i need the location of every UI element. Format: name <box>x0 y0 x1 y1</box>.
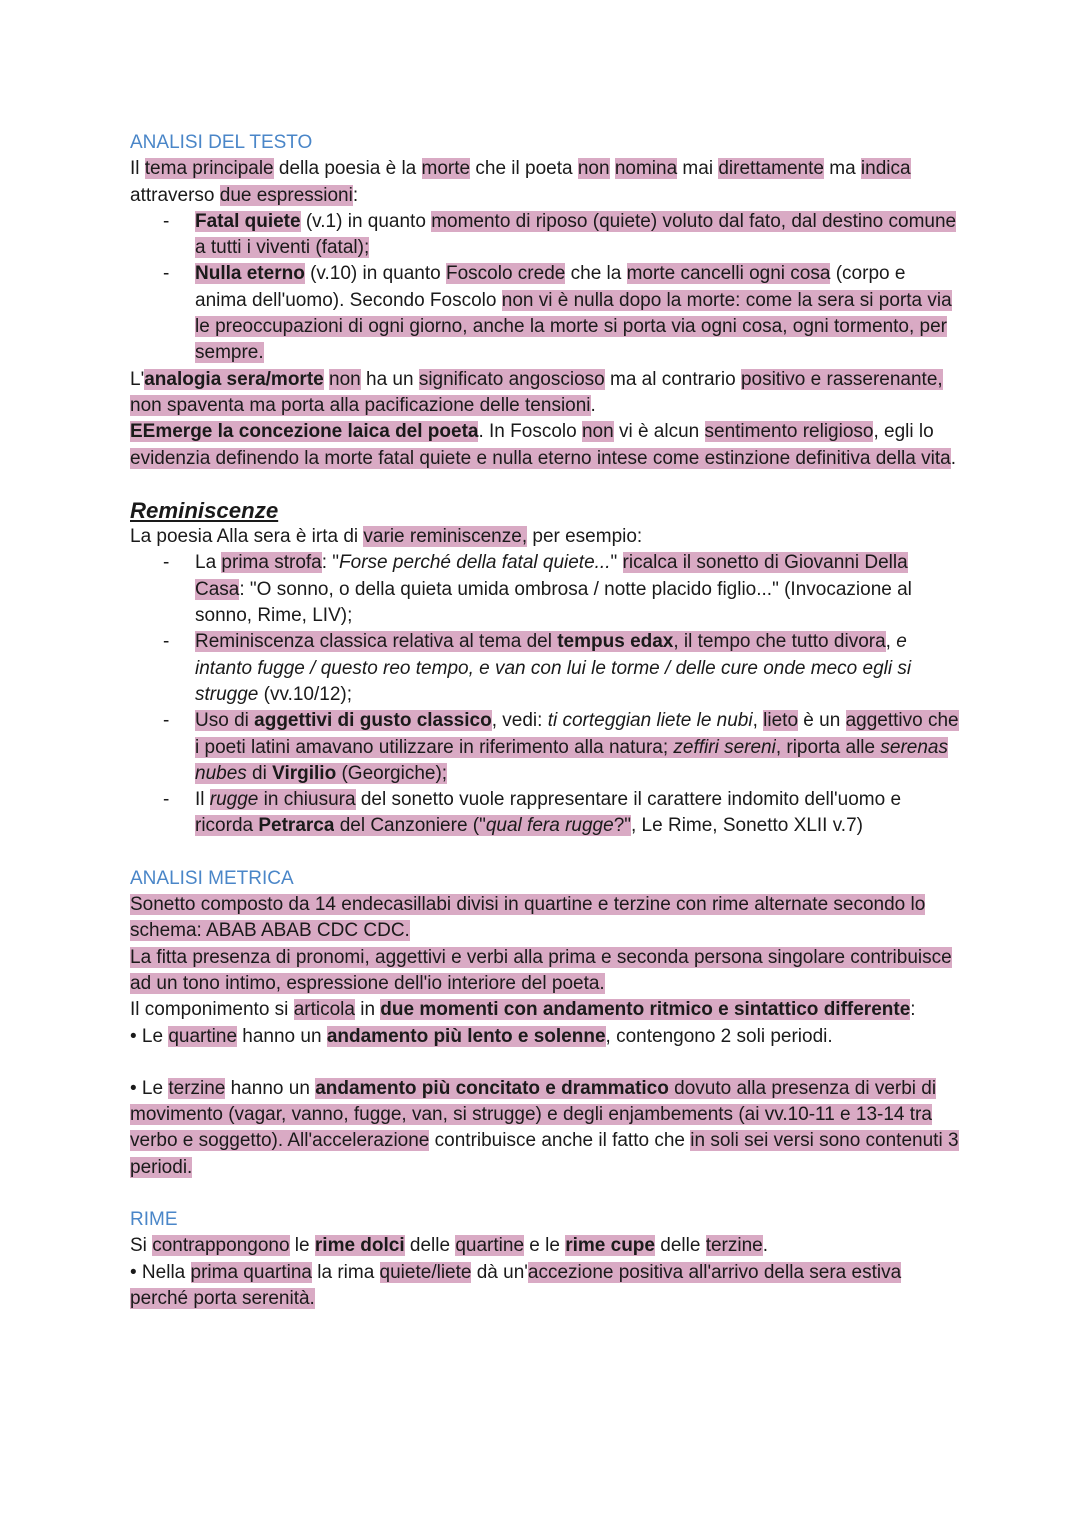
text-run: , Le Rime, Sonetto XLII v.7) <box>631 815 863 837</box>
text-run: la rima <box>311 1261 380 1283</box>
paragraph <box>130 419 960 472</box>
bullet-list <box>130 550 960 839</box>
list-item <box>130 209 960 262</box>
blank-line <box>130 472 960 498</box>
text-run: hanno un <box>237 1025 327 1047</box>
dash-bullet-icon: - <box>163 210 170 232</box>
text-run: (corpo e anima dell'uomo). Secondo Foscolo <box>195 263 906 311</box>
text-run: della poesia è la <box>273 158 422 180</box>
dash-bullet-icon: - <box>163 631 170 653</box>
document-page <box>130 130 960 1312</box>
highlighted-text: , riporta alle <box>775 736 881 758</box>
highlighted-text: due espressioni <box>219 184 353 206</box>
text-run: , contengono 2 soli periodi. <box>605 1025 833 1047</box>
list-item <box>130 261 960 366</box>
text-run: e le <box>524 1235 566 1257</box>
highlighted-text: articola <box>293 999 355 1021</box>
highlighted-text: ?" <box>613 815 631 837</box>
highlighted-text: non <box>581 421 614 443</box>
highlighted-text: non <box>329 368 361 390</box>
highlighted-text: (Georgiche); <box>336 762 448 784</box>
highlighted-text: Petrarca <box>258 815 335 837</box>
text-run: mai <box>677 158 719 180</box>
text-run: è un <box>798 710 846 732</box>
highlighted-text: di <box>246 762 273 784</box>
highlighted-text: quartine <box>455 1235 525 1257</box>
highlighted-text: prima quartina <box>190 1261 312 1283</box>
highlighted-text: momento di riposo (quiete) voluto dal fato, dal destino comune a tutti i viventi (fatal); <box>195 210 957 259</box>
highlighted-text: Sonetto composto da 14 endecasillabi divisi in quartine e terzine con rime alternate secondo lo schema: ABAB ABAB CDC CDC. <box>130 894 926 942</box>
dash-bullet-icon: - <box>163 263 170 285</box>
blank-line <box>130 1181 960 1207</box>
list-item <box>130 787 960 840</box>
paragraph <box>130 892 960 945</box>
text-run: dà un' <box>471 1261 528 1283</box>
highlighted-text: Uso di <box>195 710 255 732</box>
highlighted-text: ricalca il sonetto di Giovanni Della Casa <box>195 552 908 600</box>
highlighted-text: due momenti con andamento ritmico e sintattico differente <box>380 999 911 1021</box>
highlighted-text: morte cancelli ogni cosa <box>626 263 831 285</box>
dash-bullet-icon: - <box>163 789 170 811</box>
highlighted-text: ricorda <box>195 815 259 837</box>
text-run: , <box>885 631 897 653</box>
highlighted-text: varie reminiscenze, <box>363 526 528 548</box>
blank-line <box>130 840 960 866</box>
highlighted-text: in soli sei versi sono contenuti 3 periodi. <box>130 1130 959 1178</box>
dash-bullet-icon: - <box>163 710 170 732</box>
highlighted-text: EEmerge la concezione laica del poeta <box>130 421 479 443</box>
paragraph <box>130 1233 960 1259</box>
text-run: • Le <box>130 1077 169 1099</box>
text-run: . <box>950 447 956 469</box>
highlighted-text: prima strofa <box>221 552 322 574</box>
text-run: in <box>354 999 381 1021</box>
highlighted-text: zeffiri sereni <box>673 736 776 758</box>
heading-analisi-del-testo: ANALISI DEL TESTO <box>130 132 313 153</box>
text-run: Il componimento si <box>130 999 294 1021</box>
text-run: (v.10) in quanto <box>304 263 446 285</box>
text-run: . <box>590 394 596 416</box>
text-run: (vv.10/12); <box>258 683 353 705</box>
highlighted-text: accezione positiva all'arrivo della sera estiva perché porta serenità. <box>130 1261 902 1309</box>
text-run: : <box>910 999 916 1021</box>
paragraph <box>130 997 960 1023</box>
text-run: L' <box>130 368 145 390</box>
list-item <box>130 550 960 629</box>
text-run: che la <box>565 263 627 285</box>
text-run: . <box>762 1235 768 1257</box>
text-run: delle <box>404 1235 456 1257</box>
highlighted-text: morte <box>421 158 471 180</box>
text-run: per esempio: <box>527 526 643 548</box>
highlighted-text: andamento più lento e solenne <box>326 1025 606 1047</box>
highlighted-text: non vi è nulla dopo la morte: come la sera si porta via le preoccupazioni di ogni giorno, anche la morte si porta via ogni cosa, ogni tormento, per sempre. <box>195 289 952 364</box>
text-run: • Le <box>130 1025 169 1047</box>
text-run: Il <box>130 158 145 180</box>
highlighted-text: serenas nubes <box>195 736 948 784</box>
list-item <box>130 708 960 787</box>
highlighted-text: quiete/liete <box>379 1261 472 1283</box>
highlighted-text: aggettivi di gusto classico <box>254 710 492 732</box>
highlighted-text: rugge <box>209 789 259 811</box>
highlighted-text: La fitta presenza di pronomi, aggettivi e verbi alla prima e seconda persona singolare contribuisce ad un tono intimo, espressione dell'io interiore del poeta. <box>130 946 952 994</box>
highlighted-text: sentimento religioso <box>704 421 874 443</box>
text-run: . In Foscolo <box>478 421 582 443</box>
highlighted-text: dovuto alla presenza di verbi di movimento (vagar, vanno, fugge, van, si strugge) e degli enjambements (ai vv.10-11 e 13-14 tra verbo e soggetto). All'accelerazione <box>130 1077 937 1152</box>
paragraph <box>130 524 960 550</box>
paragraph <box>130 156 960 209</box>
text-run: vi è alcun <box>613 421 705 443</box>
highlighted-text: Virgilio <box>272 762 337 784</box>
text-run: , vedi: <box>491 710 548 732</box>
text-run: contribuisce anche il fatto che <box>429 1130 691 1152</box>
paragraph <box>130 367 960 420</box>
highlighted-text: in chiusura <box>258 789 356 811</box>
highlighted-text: aggettivo che i poeti latini amavano utilizzare in riferimento alla natura; <box>195 710 959 758</box>
blank-line <box>130 1050 960 1076</box>
highlighted-text: non <box>577 158 610 180</box>
text-run: ha un <box>360 368 419 390</box>
text-run: : "O sonno, o della quieta umida ombrosa / notte placido figlio..." (Invocazione al sonno, Rime, LIV); <box>195 578 912 627</box>
highlighted-text: Reminiscenza classica relativa al tema del <box>195 631 558 653</box>
text-run: attraverso <box>130 184 220 206</box>
highlighted-text: rime dolci <box>314 1235 405 1257</box>
text-run: che il poeta <box>470 158 578 180</box>
highlighted-text: andamento più concitato e drammatico <box>315 1077 669 1099</box>
highlighted-text: evidenzia definendo la morte fatal quiete e nulla eterno intese come estinzione definitiva della vita <box>130 447 951 469</box>
highlighted-text: del Canzoniere (" <box>334 815 486 837</box>
highlighted-text: tempus edax <box>557 631 674 653</box>
paragraph <box>130 945 960 998</box>
paragraph <box>130 1260 960 1313</box>
text-run: ti corteggian liete le nubi <box>547 710 753 732</box>
text-run: : " <box>321 552 340 574</box>
text-run: " <box>610 552 623 574</box>
heading-rime: RIME <box>130 1208 178 1230</box>
highlighted-text: Nulla eterno <box>195 263 305 285</box>
highlighted-text: nomina <box>614 158 678 180</box>
highlighted-text: indica <box>860 158 911 180</box>
paragraph <box>130 1076 960 1181</box>
highlighted-text: direttamente <box>718 158 824 180</box>
subheading-reminiscenze: Reminiscenze <box>130 497 279 523</box>
text-run: • Nella <box>130 1261 191 1283</box>
highlighted-text: terzine <box>168 1077 226 1099</box>
text-run: ma <box>823 158 861 180</box>
highlighted-text: , il tempo che tutto divora <box>673 631 886 653</box>
highlighted-text: analogia sera/morte <box>144 368 324 390</box>
highlighted-text: lieto <box>763 710 799 732</box>
bullet-list <box>130 209 960 367</box>
text-run: La <box>195 552 222 574</box>
text-run: Il <box>195 789 210 811</box>
text-run: e intanto fugge / questo reo tempo, e van con lui le torme / delle cure onde meco egli si strugge <box>195 631 912 705</box>
text-run: (v.1) in quanto <box>300 210 432 232</box>
text-run: La poesia Alla sera è irta di <box>130 526 364 548</box>
text-run: , <box>752 710 764 732</box>
highlighted-text: contrappongono <box>152 1235 290 1257</box>
text-run: le <box>289 1235 315 1257</box>
text-run: ma al contrario <box>604 368 741 390</box>
list-item <box>130 629 960 708</box>
highlighted-text: Foscolo crede <box>446 263 566 285</box>
dash-bullet-icon: - <box>163 552 170 574</box>
text-run: Forse perché della fatal quiete... <box>339 552 611 574</box>
highlighted-text: quartine <box>168 1025 238 1047</box>
highlighted-text: qual fera rugge <box>485 815 614 837</box>
heading-analisi-metrica: ANALISI METRICA <box>130 867 294 889</box>
highlighted-text: Fatal quiete <box>195 210 301 232</box>
text-run: delle <box>654 1235 706 1257</box>
text-run: Si <box>130 1235 153 1257</box>
highlighted-text: significato angoscioso <box>418 368 605 390</box>
text-run: hanno un <box>225 1077 316 1099</box>
text-run: del sonetto vuole rappresentare il carattere indomito dell'uomo e <box>355 789 902 811</box>
highlighted-text: terzine <box>705 1235 763 1257</box>
text-run: : <box>352 184 359 206</box>
text-run: , egli lo <box>873 421 934 443</box>
highlighted-text: rime cupe <box>565 1235 655 1257</box>
highlighted-text: positivo e rasserenante, non spaventa ma porta alla pacificazione delle tensioni <box>130 368 943 416</box>
paragraph <box>130 1024 960 1050</box>
highlighted-text: tema principale <box>144 158 274 180</box>
